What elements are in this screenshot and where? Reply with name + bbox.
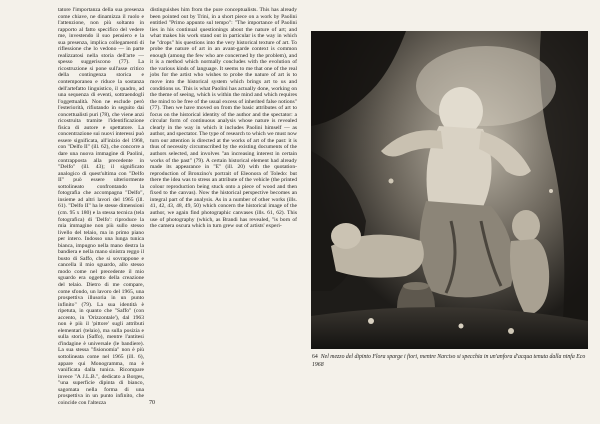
- figure-caption-text: Nel mezzo del dipinto Flora sparge i fiori, mentre Narciso si specchia in un'anfora d'acqua tenuta dalla ninfa Eco 1968: [312, 354, 586, 368]
- text-column-right: [150, 7, 297, 230]
- figure-number: 64: [312, 354, 318, 360]
- painting-plate: [311, 31, 588, 349]
- figure-caption: [312, 354, 597, 369]
- right-column-text: distinguishes him from the pure conceptualists. This has already been pointed out by Trini, in a short piece on a work by Paolini entitled "Primo appunto sul tempo": "The importance of Paolini lies in his continual questionings about the nature of art; and what makes his work stand out in particular is the way in which he "drops" his questions into the very historical texture of art. To probe the nature of art in an avant-garde context is common enough (among the few who are concerned by the problem), and it is a method which normally concludes with the evolution of the various kinds of language. It seems to me that one of the real jobs for the artist who wishes to probe the nature of art is to move into the historical system which brings art to us and conditions us. This is what Paolini has actually done, working on the theme of seeing, which is within the mind and which requires the mind to be free of the usual excess of inherited false notions" (77). Then we have moved on from the basic attributes of art to focus on the historical identity of the author and the spectator: a circular form of continuous analysis whose nature is revealed clearly in the way in which it includes Paolini himself — as author, and spectator. The type of research to which we must now turn our attention is directed at the works of art of the past: it is thus of necessity circumscribed by the existing documents of the authors selected, and involves "an increasing interest in certain works of the past" (79). A certain historical element had already made its appearance in "E" (ill. 20) with the quotation-reproduction of Bronzino's portrait of Eleonora of Toledo: but there the idea was to stress an attribute of the vehicle (the printed colour reproduction being stuck onto a piece of wood and then fixed to the canvas). Now the historical perspective becomes an integral part of the analysis. As in a number of other works (ills. 41, 42, 43, 48, 49, 50) which concern the historical image of the author, we again find photographic canvases (ills. 61, 62). This use of photography (which, as Brandi has revealed, "is born of the camera oscura which in turn grew out of artists' experi-: [150, 7, 297, 230]
- left-column-text: tatore l'importanza della sua presenza come chiave, ne dinamizza il ruolo e l'attenzione, non più soltanto in rapporto al fatto specifico del vedere me, investendo il suo pensiero e la sua presenza, implica collegamenti di riflessione che lo vedono — in parte realizzatosi nella storia dell'arte — spesso suggeriscono (77). La ricostruzione si pone sull'asse critico della contingenza storica e contemporanea e riduce la sostanza dell'artefatto linguistico, il quadro, ad una sequenza di eventi, sottraendogli l'oggettualità. Non ne esclude però l'esteriorità, rifiutando in seguito dai concettualisti puri (78), che viene anzi ricostruita tramite l'identificazione fisica di autore e spettatore. La concentrazione sui nuovi interessi può essere significata, all'inizio del 1968, con "Delfo II" (ill. 62), che concorre a dare una nuova immagine di Paolini, contrapposta alla precedente in "Delfo" (ill. 43); il significato analogico di quest'ultima con "Delfo II" può essere ulteriormente sottolineato confrontando la fotografia che accompagna "Delfo", insieme ad altri lavori del 1965 (ill. 61). "Delfo II" ha le stesse dimensioni (cm. 95 x 180) e la stessa tecnica (tela fotografica) di 'Delfo': riproduce la mia immagine non più sullo stesso livello del telaio, ma in primo piano per intero. Indosso una lunga tunica bianca, impugno nella mano destra la bandiera e nella mano sinistra reggo il busto di Saffo, che si sovrappone e cancella il mio sguardo, allo stesso modo come nel precedente il mio sguardo era oggetto della creazione del telaio. Dietro di me compare, come sfondo, un lavoro del 1965, una prospettiva illusoria in un punto infinito" (79). La sua identità è ripetuta, in quanto che "Saffo" (con accento, in 'Orizzontale'), dal 1963 non è più il 'pittore' sugli attributi elementari (telaio), ma sulla posizia e sulla storia (Saffo), mentre l'antitesi d'indagine è universale (le bandiere). La sua stessa "fisionomia" non è più sottolineata come nel 1965 (ill. 6), appare qui Monogramma, ma è vanificata dalla tunica. Ricompare invece "A J.L.B.", dedicato a Borges, "una superficie dipinta di bianco, sagomata nella forma di una prospettiva in un punto infinito, che coincide con l'altezza: [58, 7, 144, 406]
- text-column-left: [58, 7, 144, 406]
- page-number: 70: [149, 400, 155, 406]
- painting-illustration: [311, 31, 588, 349]
